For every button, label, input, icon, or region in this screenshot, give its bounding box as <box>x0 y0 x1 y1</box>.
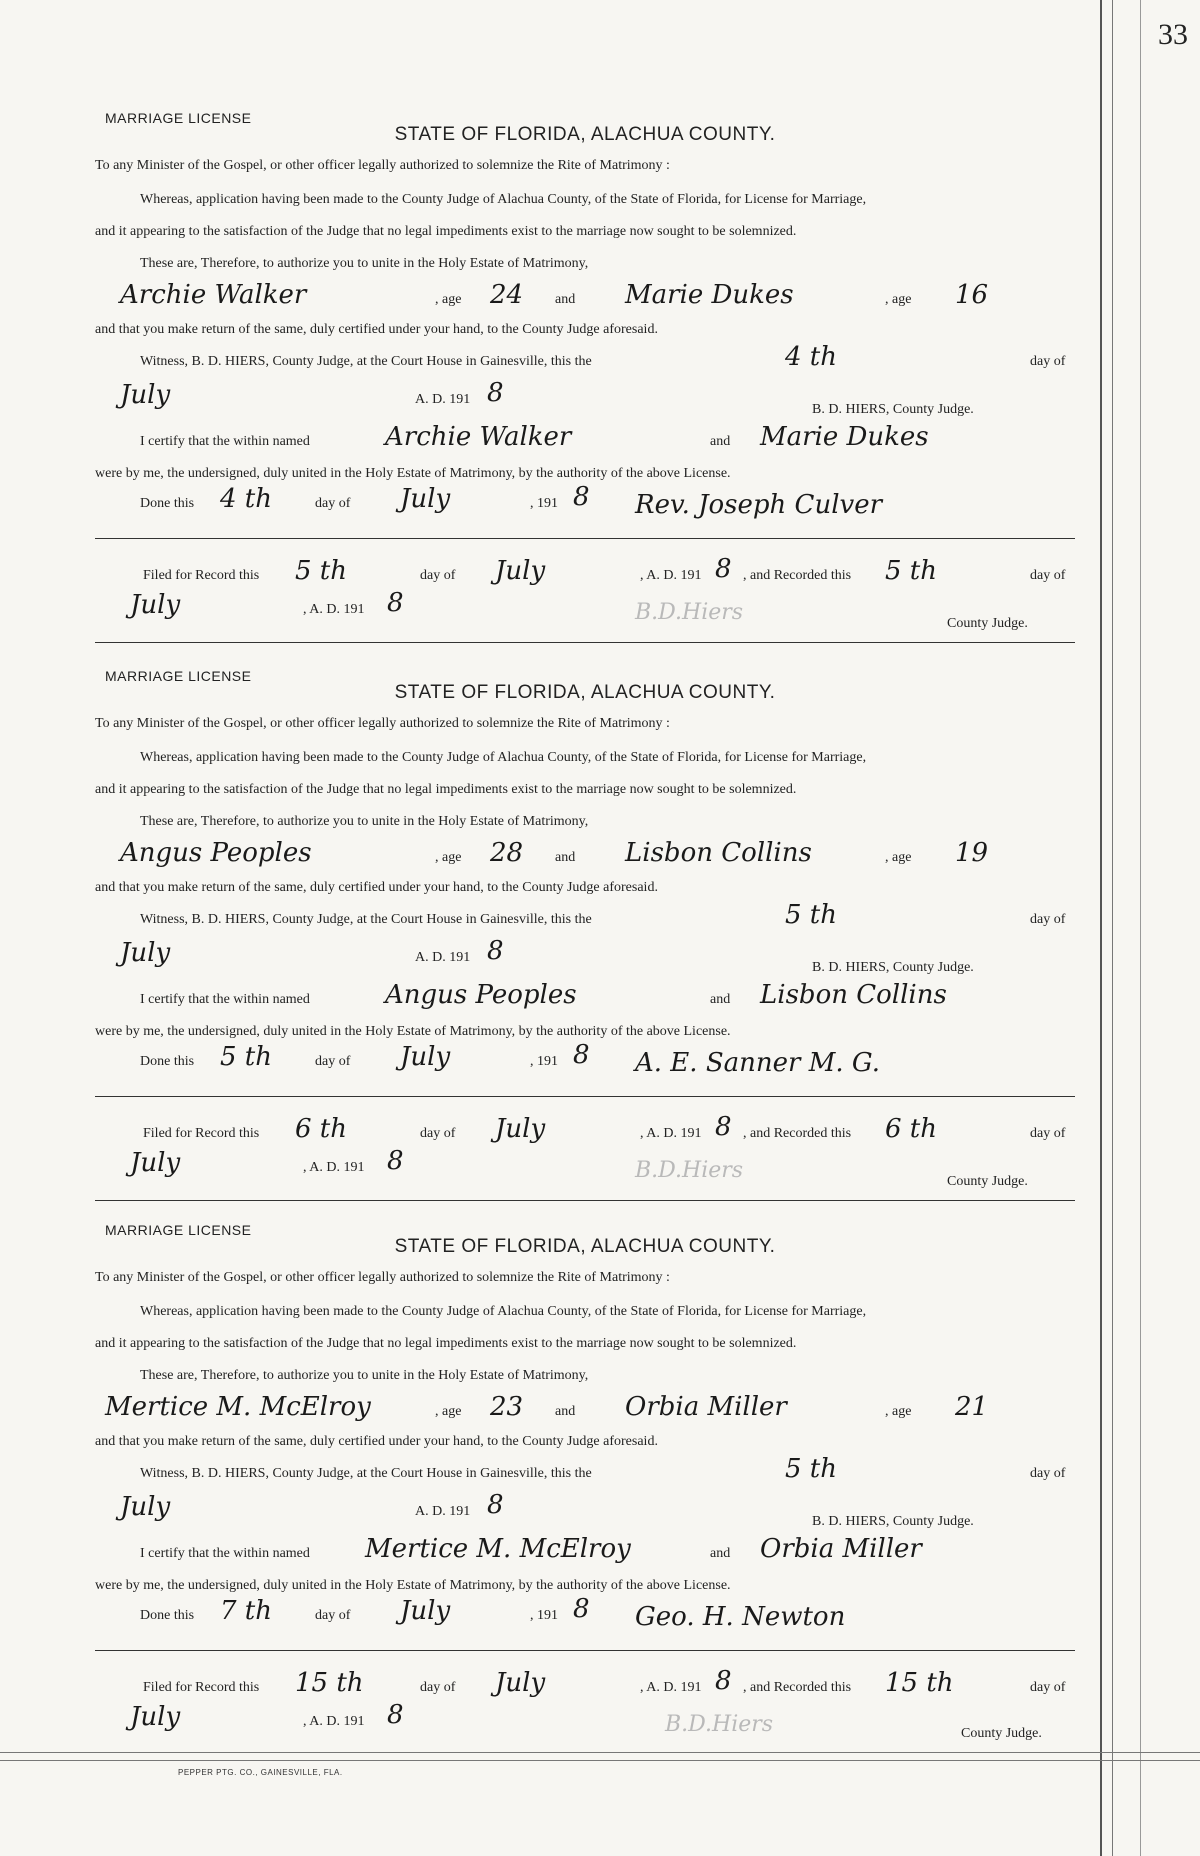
day-of-label: day of <box>420 568 456 583</box>
cert-groom: Archie Walker <box>385 422 572 452</box>
year-label: , 191 <box>530 1608 558 1623</box>
united-line: were by me, the undersigned, duly united in the Holy Estate of Matrimony, by the authority of the above License. <box>95 1024 731 1039</box>
recorded-label: , and Recorded this <box>743 568 852 583</box>
witness-line: Witness, B. D. HIERS, County Judge, at the Court House in Gainesville, this the <box>140 354 592 369</box>
county-judge-signature: B.D.Hiers <box>665 1712 774 1737</box>
groom-age: 24 <box>490 280 524 310</box>
filed-month: July <box>495 1668 546 1698</box>
witness-line: Witness, B. D. HIERS, County Judge, at the Court House in Gainesville, this the <box>140 912 592 927</box>
divider <box>95 1650 1075 1651</box>
cert-bride: Lisbon Collins <box>760 980 947 1010</box>
year-label: , 191 <box>530 496 558 511</box>
filed-year: 8 <box>715 1666 732 1696</box>
age-label: , age <box>885 1404 912 1419</box>
divider <box>95 1200 1075 1201</box>
recorded-month: July <box>130 1148 181 1178</box>
judge-signature-line: B. D. HIERS, County Judge. <box>812 402 974 417</box>
done-day: 5 th <box>220 1042 272 1072</box>
filed-label: Filed for Record this <box>143 1680 260 1695</box>
bride-age: 16 <box>955 280 989 310</box>
groom-age: 23 <box>490 1392 524 1422</box>
and-label: and <box>555 850 576 865</box>
appearing-line: and it appearing to the satisfaction of the Judge that no legal impediments exist to the marriage now sought to be solemnized. <box>95 782 797 797</box>
witness-year: 8 <box>487 378 504 408</box>
recorded-month: July <box>130 1702 181 1732</box>
county-judge-signature: B.D.Hiers <box>635 1158 744 1183</box>
license-title: STATE OF FLORIDA, ALACHUA COUNTY. <box>394 124 776 145</box>
judge-signature-line: B. D. HIERS, County Judge. <box>812 960 974 975</box>
divider <box>95 642 1075 643</box>
done-month: July <box>400 1042 451 1072</box>
day-of-label: day of <box>1030 912 1066 927</box>
done-month: July <box>400 484 451 514</box>
groom-name: Angus Peoples <box>120 838 312 868</box>
cert-bride: Marie Dukes <box>760 422 929 452</box>
united-line: were by me, the undersigned, duly united in the Holy Estate of Matrimony, by the authority of the above License. <box>95 466 731 481</box>
license-title: STATE OF FLORIDA, ALACHUA COUNTY. <box>394 1236 776 1257</box>
groom-age: 28 <box>490 838 524 868</box>
officiant-signature: Geo. H. Newton <box>635 1602 846 1632</box>
day-of-label: day of <box>1030 354 1066 369</box>
address-line: To any Minister of the Gospel, or other officer legally authorized to solemnize the Rite of Matrimony : <box>95 1270 670 1285</box>
license-label: MARRIAGE LICENSE <box>105 668 252 684</box>
recorded-day: 15 th <box>885 1668 954 1698</box>
divider <box>95 538 1075 539</box>
filed-label: Filed for Record this <box>143 1126 260 1141</box>
witness-line: Witness, B. D. HIERS, County Judge, at the Court House in Gainesville, this the <box>140 1466 592 1481</box>
ad-label: , A. D. 191 <box>303 602 365 617</box>
whereas-line: Whereas, application having been made to the County Judge of Alachua County, of the State of Florida, for License for Marriage, <box>140 1304 867 1319</box>
day-of-label: day of <box>315 1608 351 1623</box>
address-line: To any Minister of the Gospel, or other officer legally authorized to solemnize the Rite of Matrimony : <box>95 716 670 731</box>
license-label: MARRIAGE LICENSE <box>105 1222 252 1238</box>
day-of-label: day of <box>1030 568 1066 583</box>
done-this-label: Done this <box>140 496 195 511</box>
witness-year: 8 <box>487 936 504 966</box>
filed-month: July <box>495 556 546 586</box>
ad-label: A. D. 191 <box>415 950 471 965</box>
age-label: , age <box>435 850 462 865</box>
ad-label: , A. D. 191 <box>303 1160 365 1175</box>
bottom-border <box>0 1760 1200 1761</box>
cert-groom: Mertice M. McElroy <box>365 1534 631 1564</box>
officiant-signature: Rev. Joseph Culver <box>635 490 883 520</box>
witness-month: July <box>120 938 171 968</box>
filed-month: July <box>495 1114 546 1144</box>
county-judge-label: County Judge. <box>947 1174 1028 1189</box>
ad-label: A. D. 191 <box>415 392 471 407</box>
officiant-signature: A. E. Sanner M. G. <box>635 1048 880 1078</box>
these-are-line: These are, Therefore, to authorize you to unite in the Holy Estate of Matrimony, <box>140 814 589 829</box>
recorded-month: July <box>130 590 181 620</box>
groom-name: Archie Walker <box>120 280 307 310</box>
and-label: and <box>710 992 731 1007</box>
recorded-day: 6 th <box>885 1114 937 1144</box>
done-year: 8 <box>573 482 590 512</box>
return-line: and that you make return of the same, duly certified under your hand, to the County Judge aforesaid. <box>95 880 658 895</box>
recorded-year: 8 <box>387 1146 404 1176</box>
certify-line: I certify that the within named <box>140 434 310 449</box>
these-are-line: These are, Therefore, to authorize you to unite in the Holy Estate of Matrimony, <box>140 256 589 271</box>
day-of-label: day of <box>420 1680 456 1695</box>
and-label: and <box>555 1404 576 1419</box>
license-title: STATE OF FLORIDA, ALACHUA COUNTY. <box>394 682 776 703</box>
witness-month: July <box>120 1492 171 1522</box>
judge-signature-line: B. D. HIERS, County Judge. <box>812 1514 974 1529</box>
bride-name: Orbia Miller <box>625 1392 787 1422</box>
county-judge-label: County Judge. <box>947 616 1028 631</box>
witness-year: 8 <box>487 1490 504 1520</box>
day-of-label: day of <box>420 1126 456 1141</box>
page-border <box>1112 0 1113 1856</box>
groom-name: Mertice M. McElroy <box>105 1392 371 1422</box>
whereas-line: Whereas, application having been made to the County Judge of Alachua County, of the State of Florida, for License for Marriage, <box>140 192 867 207</box>
page-number: 33 <box>1158 18 1188 51</box>
whereas-line: Whereas, application having been made to the County Judge of Alachua County, of the State of Florida, for License for Marriage, <box>140 750 867 765</box>
day-of-label: day of <box>315 1054 351 1069</box>
ad-label: A. D. 191 <box>415 1504 471 1519</box>
cert-groom: Angus Peoples <box>385 980 577 1010</box>
filed-year: 8 <box>715 1112 732 1142</box>
appearing-line: and it appearing to the satisfaction of the Judge that no legal impediments exist to the marriage now sought to be solemnized. <box>95 224 797 239</box>
age-label: , age <box>435 292 462 307</box>
witness-day: 4 th <box>785 342 837 372</box>
recorded-label: , and Recorded this <box>743 1680 852 1695</box>
recorded-day: 5 th <box>885 556 937 586</box>
done-this-label: Done this <box>140 1054 195 1069</box>
ad-label: , A. D. 191 <box>303 1714 365 1729</box>
witness-day: 5 th <box>785 900 837 930</box>
address-line: To any Minister of the Gospel, or other officer legally authorized to solemnize the Rite of Matrimony : <box>95 158 670 173</box>
day-of-label: day of <box>315 496 351 511</box>
certify-line: I certify that the within named <box>140 1546 310 1561</box>
recorded-year: 8 <box>387 1700 404 1730</box>
filed-year: 8 <box>715 554 732 584</box>
united-line: were by me, the undersigned, duly united in the Holy Estate of Matrimony, by the authority of the above License. <box>95 1578 731 1593</box>
done-year: 8 <box>573 1040 590 1070</box>
return-line: and that you make return of the same, duly certified under your hand, to the County Judge aforesaid. <box>95 1434 658 1449</box>
age-label: , age <box>435 1404 462 1419</box>
and-label: and <box>555 292 576 307</box>
these-are-line: These are, Therefore, to authorize you to unite in the Holy Estate of Matrimony, <box>140 1368 589 1383</box>
witness-day: 5 th <box>785 1454 837 1484</box>
and-label: and <box>710 1546 731 1561</box>
day-of-label: day of <box>1030 1466 1066 1481</box>
bride-age: 19 <box>955 838 989 868</box>
recorded-label: , and Recorded this <box>743 1126 852 1141</box>
license-label: MARRIAGE LICENSE <box>105 110 252 126</box>
age-label: , age <box>885 850 912 865</box>
county-judge-signature: B.D.Hiers <box>635 600 744 625</box>
page-border <box>1140 0 1141 1856</box>
divider <box>95 1096 1075 1097</box>
ad-label: , A. D. 191 <box>640 1680 702 1695</box>
done-year: 8 <box>573 1594 590 1624</box>
bride-age: 21 <box>955 1392 989 1422</box>
done-this-label: Done this <box>140 1608 195 1623</box>
witness-month: July <box>120 380 171 410</box>
done-day: 7 th <box>220 1596 272 1626</box>
page-border <box>1100 0 1102 1856</box>
certify-line: I certify that the within named <box>140 992 310 1007</box>
filed-day: 6 th <box>295 1114 347 1144</box>
return-line: and that you make return of the same, duly certified under your hand, to the County Judge aforesaid. <box>95 322 658 337</box>
filed-day: 15 th <box>295 1668 364 1698</box>
and-label: and <box>710 434 731 449</box>
filed-day: 5 th <box>295 556 347 586</box>
done-day: 4 th <box>220 484 272 514</box>
bottom-border <box>0 1752 1200 1753</box>
ad-label: , A. D. 191 <box>640 568 702 583</box>
cert-bride: Orbia Miller <box>760 1534 922 1564</box>
year-label: , 191 <box>530 1054 558 1069</box>
recorded-year: 8 <box>387 588 404 618</box>
county-judge-label: County Judge. <box>961 1726 1042 1741</box>
age-label: , age <box>885 292 912 307</box>
printer-imprint: PEPPER PTG. CO., GAINESVILLE, FLA. <box>178 1768 343 1777</box>
ad-label: , A. D. 191 <box>640 1126 702 1141</box>
bride-name: Lisbon Collins <box>625 838 812 868</box>
filed-label: Filed for Record this <box>143 568 260 583</box>
bride-name: Marie Dukes <box>625 280 794 310</box>
day-of-label: day of <box>1030 1126 1066 1141</box>
day-of-label: day of <box>1030 1680 1066 1695</box>
appearing-line: and it appearing to the satisfaction of the Judge that no legal impediments exist to the marriage now sought to be solemnized. <box>95 1336 797 1351</box>
done-month: July <box>400 1596 451 1626</box>
